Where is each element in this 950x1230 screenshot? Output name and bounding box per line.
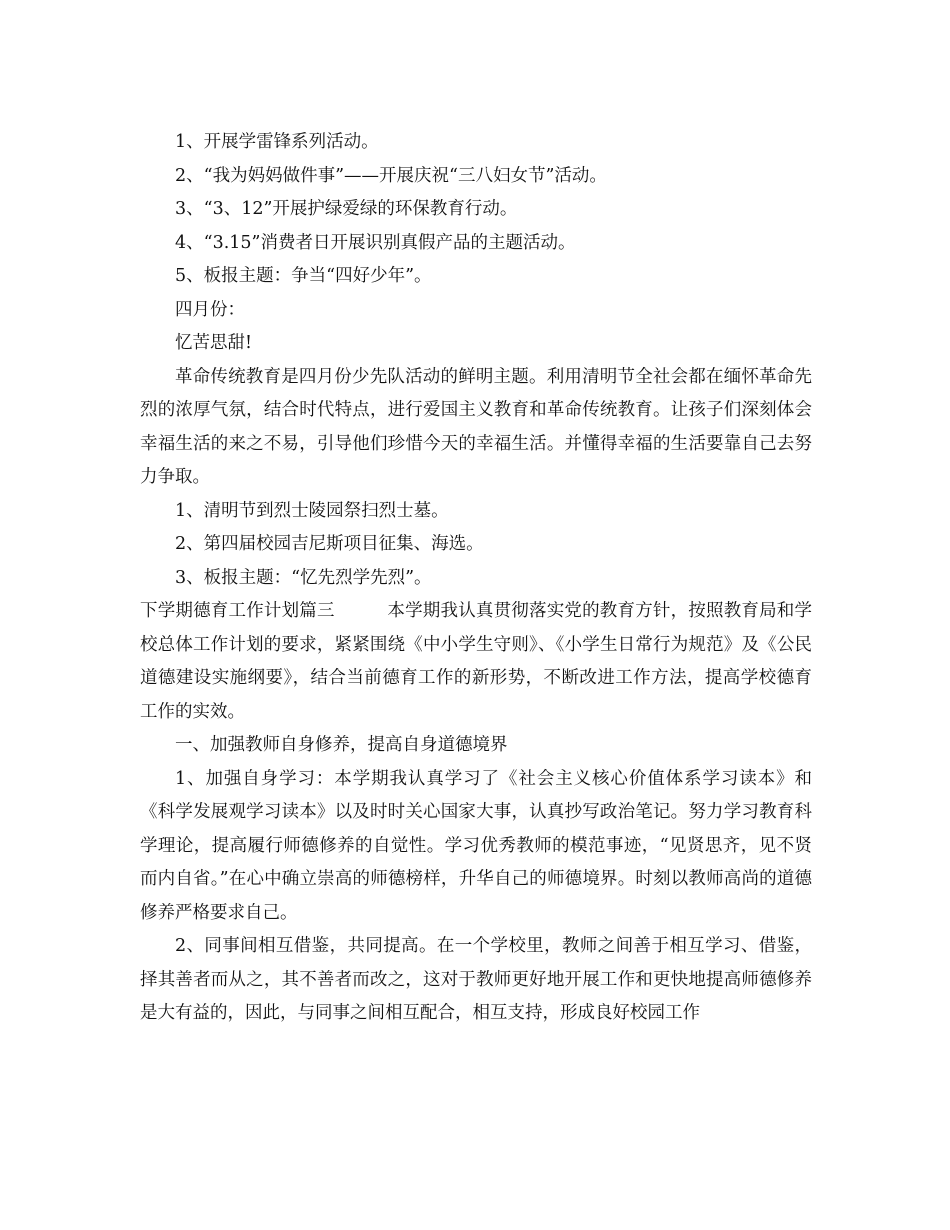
document-body (140, 126, 812, 1031)
april-item-2: 2、第四届校园吉尼斯项目征集、海选。 (175, 534, 484, 554)
april-paragraph: 革命传统教育是四月份少先队活动的鲜明主题。利用清明节全社会都在缅怀革命先烈的浓厚气氛，结合时代特点，进行爱国主义教育和革命传统教育。让孩子们深刻体会幸福生活的来之不易，引导他们珍惜今天的幸福生活。并懂得幸福的生活要靠自己去努力争取。 (140, 366, 812, 487)
march-item-5: 5、板报主题：争当“四好少年”。 (175, 266, 432, 286)
march-item-3: 3、“3、12”开展护绿爱绿的环保教育行动。 (175, 199, 518, 219)
april-item-1: 1、清明节到烈士陵园祭扫烈士墓。 (175, 500, 449, 521)
april-theme: 忆苦思甜! (175, 333, 253, 353)
section3-paragraph (140, 595, 812, 729)
paragraph-self-study: 1、加强自身学习：本学期我认真学习了《社会主义核心价值体系学习读本》和《科学发展观学习读本》以及时时关心国家大事，认真抄写政治笔记。努力学习教育科学理论，提高履行师德修养的自觉性。学习优秀教师的模范事迹，“见贤思齐，见不贤而内自省。”在心中确立崇高的师德榜样，升华自己的师德境界。时刻以教师高尚的道德修养严格要求自己。 (140, 768, 812, 923)
april-item-3: 3、板报主题：“忆先烈学先烈”。 (175, 567, 432, 588)
march-item-4: 4、“3.15”消费者日开展识别真假产品的主题活动。 (175, 232, 576, 253)
march-item-1: 1、开展学雷锋系列活动。 (175, 132, 379, 152)
paragraph-colleagues: 2、同事间相互借鉴，共同提高。在一个学校里，教师之间善于相互学习、借鉴，择其善者而从之，其不善者而改之，这对于教师更好地开展工作和更快地提高师德修养是大有益的，因此，与同事之间相互配合，相互支持，形成良好校园工作 (140, 936, 812, 1023)
section3-title: 下学期德育工作计划篇三 (140, 601, 335, 621)
heading-one: 一、加强教师自身修养，提高自身道德境界 (175, 735, 508, 755)
march-item-2: 2、“我为妈妈做件事”——开展庆祝“三八妇女节”活动。 (175, 165, 607, 186)
section3-intro: 本学期我认真贯彻落实党的教育方针，按照教育局和学校总体工作计划的要求，紧紧围绕《中小学生守则》、《小学生日常行为规范》及《公民道德建设实施纲要》，结合当前德育工作的新形势，不断改进工作方法，提高学校德育工作的实效。 (140, 601, 813, 722)
april-heading: 四月份： (175, 299, 245, 320)
